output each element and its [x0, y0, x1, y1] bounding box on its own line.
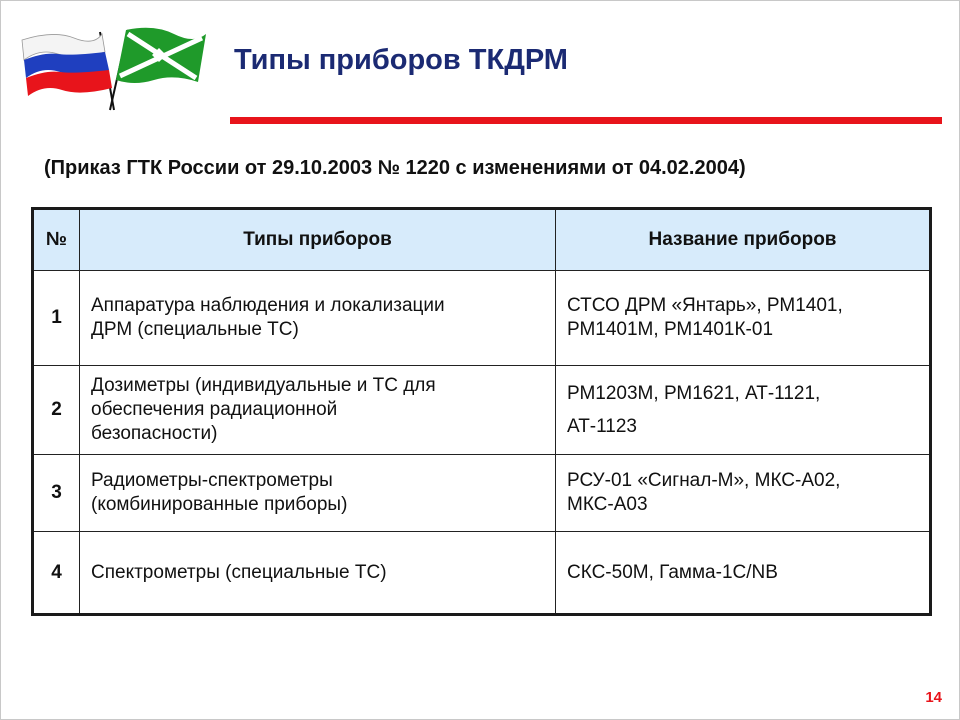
title-underline — [230, 117, 942, 124]
device-name: РСУ-01 «Сигнал-М», МКС-А02, МКС-А03 — [556, 455, 931, 532]
flags-emblem — [14, 22, 214, 114]
page-number: 14 — [925, 689, 942, 706]
row-number: 1 — [33, 271, 80, 366]
device-name: РМ1203М, РМ1621, АТ-1121, АТ-1123 — [556, 366, 931, 455]
device-type: Спектрометры (специальные ТС) — [80, 532, 556, 615]
row-number: 2 — [33, 366, 80, 455]
row-number: 3 — [33, 455, 80, 532]
table-header-row — [33, 209, 931, 271]
header-device-types: Типы приборов — [80, 209, 556, 271]
row-number: 4 — [33, 532, 80, 615]
table-row — [33, 366, 931, 455]
page-title: Типы приборов ТКДРМ — [234, 44, 568, 76]
customs-flag-icon — [110, 28, 206, 110]
table-row — [33, 532, 931, 615]
device-type: Дозиметры (индивидуальные и ТС для обеспечения радиационной безопасности) — [80, 366, 556, 455]
table-row — [33, 271, 931, 366]
device-name: СТСО ДРМ «Янтарь», РМ1401, РМ1401М, РМ1401К-01 — [556, 271, 931, 366]
header-number: № — [33, 209, 80, 271]
device-type: Радиометры-спектрометры (комбинированные приборы) — [80, 455, 556, 532]
order-reference: (Приказ ГТК России от 29.10.2003 № 1220 с изменениями от 04.02.2004) — [44, 157, 746, 179]
device-types-table — [31, 207, 932, 616]
header-device-names: Название приборов — [556, 209, 931, 271]
russian-flag-icon — [22, 32, 114, 110]
device-name: СКС-50М, Гамма-1С/NB — [556, 532, 931, 615]
device-type: Аппаратура наблюдения и локализации ДРМ (специальные ТС) — [80, 271, 556, 366]
table-row — [33, 455, 931, 532]
